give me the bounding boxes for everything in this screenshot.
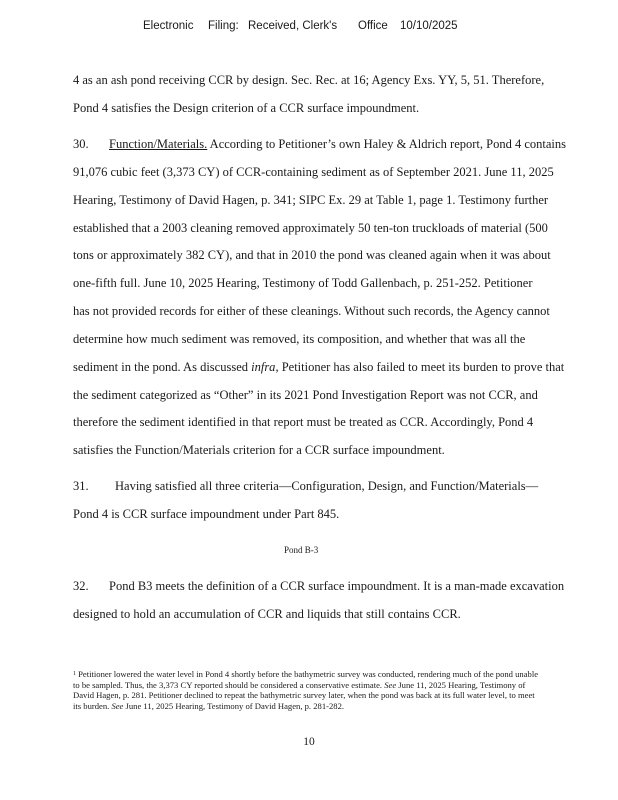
body-line: therefore the sediment identified in that report must be treated as CCR. Accordingly, Pond 4 [73, 415, 534, 429]
paragraph-number: 31. [73, 479, 89, 493]
header-filing: Filing: [208, 20, 239, 32]
body-line: Pond 4 is CCR surface impoundment under Part 845. [73, 507, 340, 521]
footnote-see: See [384, 679, 397, 690]
body-line: Having satisfied all three criteria—Configuration, Design, and Function/Materials— [115, 479, 539, 493]
body-text: According to Petitioner’s own Haley & Aldrich report, Pond 4 contains [207, 137, 566, 151]
footnote-text: June 11, 2025 Hearing, Testimony of David Hagen, p. 281. Petitioner declined to repeat the bathymetric survey later, when the pond was back at its full water level, to meet its burden. [73, 679, 535, 711]
body-text: , Petitioner has also failed to meet its burden to prove that [275, 360, 565, 374]
body-line: has not provided records for either of these cleanings. Without such records, the Agency cannot [73, 304, 550, 318]
body-line: determine how much sediment was removed, its composition, and whether that was all the [73, 332, 526, 346]
paragraph-heading: Function/Materials. [109, 137, 208, 151]
paragraph-number: 32. [73, 579, 89, 593]
paragraph-number: 30. [73, 137, 89, 151]
body-line: Pond B3 meets the definition of a CCR surface impoundment. It is a man-made excavation [109, 579, 565, 593]
page-number: 10 [303, 736, 315, 748]
body-line: established that a 2003 cleaning removed approximately 50 ten-ton truckloads of material (500 [73, 221, 548, 235]
footnote-text: Petitioner lowered the water level in Pond 4 shortly before the bathymetric survey was conducted, rendering much of the pond unable to be sampled. Thus, the 3,373 CY reported should be considered a conservative estimate. [73, 669, 539, 690]
header-electronic: Electronic [143, 20, 194, 32]
paragraph-30-first-line [109, 137, 566, 152]
header-date: 10/10/2025 [400, 20, 458, 32]
footnote [73, 669, 543, 711]
body-line: one-fifth full. June 10, 2025 Hearing, Testimony of Todd Gallenbach, p. 251-252. Petitioner [73, 276, 533, 290]
footnote-marker: 1 [73, 671, 76, 677]
body-line: Hearing, Testimony of David Hagen, p. 341; SIPC Ex. 29 at Table 1, page 1. Testimony further [73, 193, 549, 207]
header-received: Received, Clerk's [248, 20, 338, 32]
body-line: designed to hold an accumulation of CCR and liquids that still contains CCR. [73, 607, 461, 621]
body-line: 91,076 cubic feet (3,373 CY) of CCR-containing sediment as of September 2021. June 11, 2025 [73, 165, 554, 179]
body-line [73, 360, 564, 375]
body-line: Pond 4 satisfies the Design criterion of a CCR surface impoundment. [73, 101, 420, 115]
body-text: sediment in the pond. As discussed [73, 360, 252, 374]
body-line: the sediment categorized as “Other” in its 2021 Pond Investigation Report was not CCR, and [73, 388, 538, 402]
footnote-see: See [111, 700, 124, 711]
footnote-text: June 11, 2025 Hearing, Testimony of David Hagen, p. 281-282. [123, 700, 345, 711]
section-subheading: Pond B-3 [284, 545, 319, 555]
header-office: Office [358, 20, 388, 32]
body-line: 4 as an ash pond receiving CCR by design. Sec. Rec. at 16; Agency Exs. YY, 5, 51. Therefore, [73, 73, 545, 87]
body-line: satisfies the Function/Materials criterion for a CCR surface impoundment. [73, 443, 445, 457]
italic-term: infra [251, 360, 276, 374]
body-line: tons or approximately 382 CY), and that in 2010 the pond was cleaned again when it was about [73, 248, 551, 262]
